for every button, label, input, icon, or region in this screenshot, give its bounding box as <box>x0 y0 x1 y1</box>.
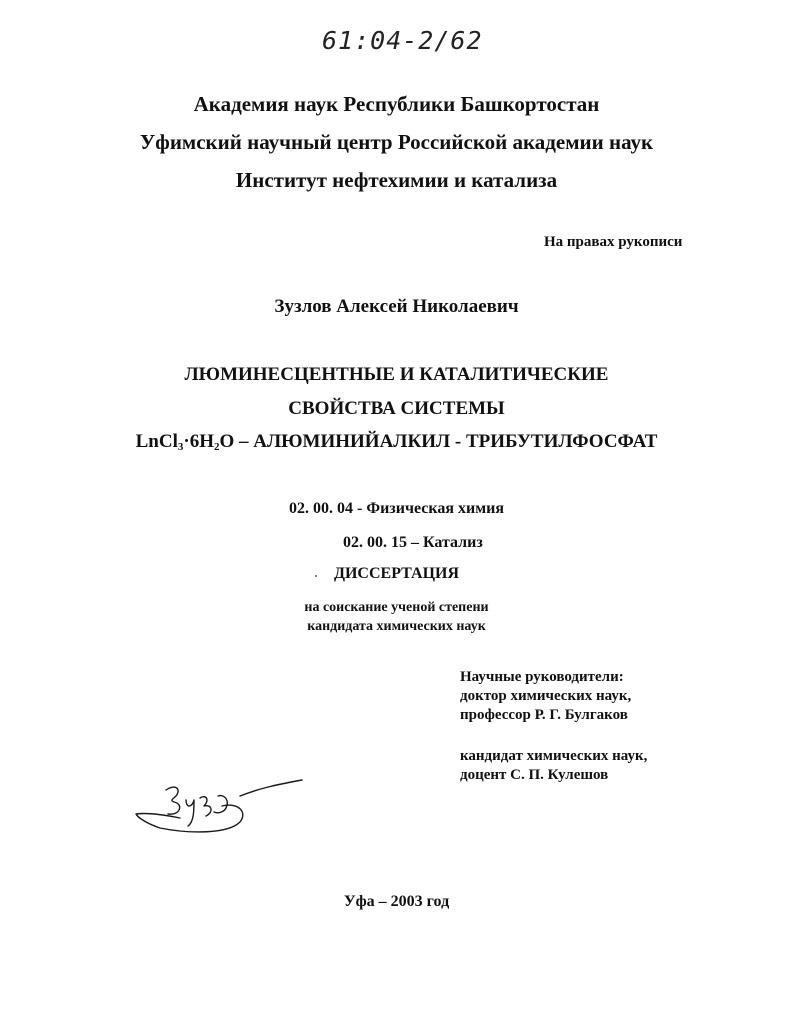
scan-speck <box>315 575 317 577</box>
author-name: Зузлов Алексей Николаевич <box>274 296 519 317</box>
supervisor-2-name: доцент С. П. Кулешов <box>460 767 609 783</box>
specialty-physical-chemistry: 02. 00. 04 - Физическая химия <box>289 500 504 517</box>
formula-rest: – АЛЮМИНИЙАЛКИЛ - ТРИБУТИЛФОСФАТ <box>234 431 658 452</box>
header-institute: Институт нефтехимии и катализа <box>235 168 558 192</box>
header-academy: Академия наук Республики Башкортостан <box>193 92 600 116</box>
archive-stamp: 61:04-2/62 <box>322 26 483 55</box>
supervisor-1-name: профессор Р. Г. Булгаков <box>460 707 628 723</box>
doc-type: ДИССЕРТАЦИЯ <box>333 565 460 582</box>
signature <box>130 772 310 842</box>
formula-sub-2: 2 <box>213 441 220 453</box>
specialty-catalysis: 02. 00. 15 – Катализ <box>343 534 483 551</box>
degree-line-2: кандидата химических наук <box>307 619 486 634</box>
supervisor-1-degree: доктор химических наук, <box>460 688 632 704</box>
formula-6h: 6H <box>189 431 214 452</box>
formula-lncl: LnCl <box>135 431 178 452</box>
title-line-1: ЛЮМИНЕСЦЕНТНЫЕ И КАТАЛИТИЧЕСКИЕ <box>184 364 609 385</box>
supervisors-block <box>460 668 647 785</box>
degree-line-1: на соискание ученой степени <box>304 600 489 615</box>
formula-dot: · <box>183 431 190 452</box>
formula-sub-3: 3 <box>177 441 184 453</box>
rights-note: На правах рукописи <box>544 234 683 250</box>
supervisor-2-degree: кандидат химических наук, <box>460 748 648 764</box>
title-line-3 <box>0 431 793 453</box>
footer-city-year: Уфа – 2003 год <box>343 893 450 910</box>
header-research-center: Уфимский научный центр Российской академии наук <box>139 130 654 154</box>
supervisors-heading: Научные руководители: <box>460 669 624 685</box>
formula-o: O <box>219 431 235 452</box>
title-line-2: СВОЙСТВА СИСТЕМЫ <box>288 398 505 419</box>
